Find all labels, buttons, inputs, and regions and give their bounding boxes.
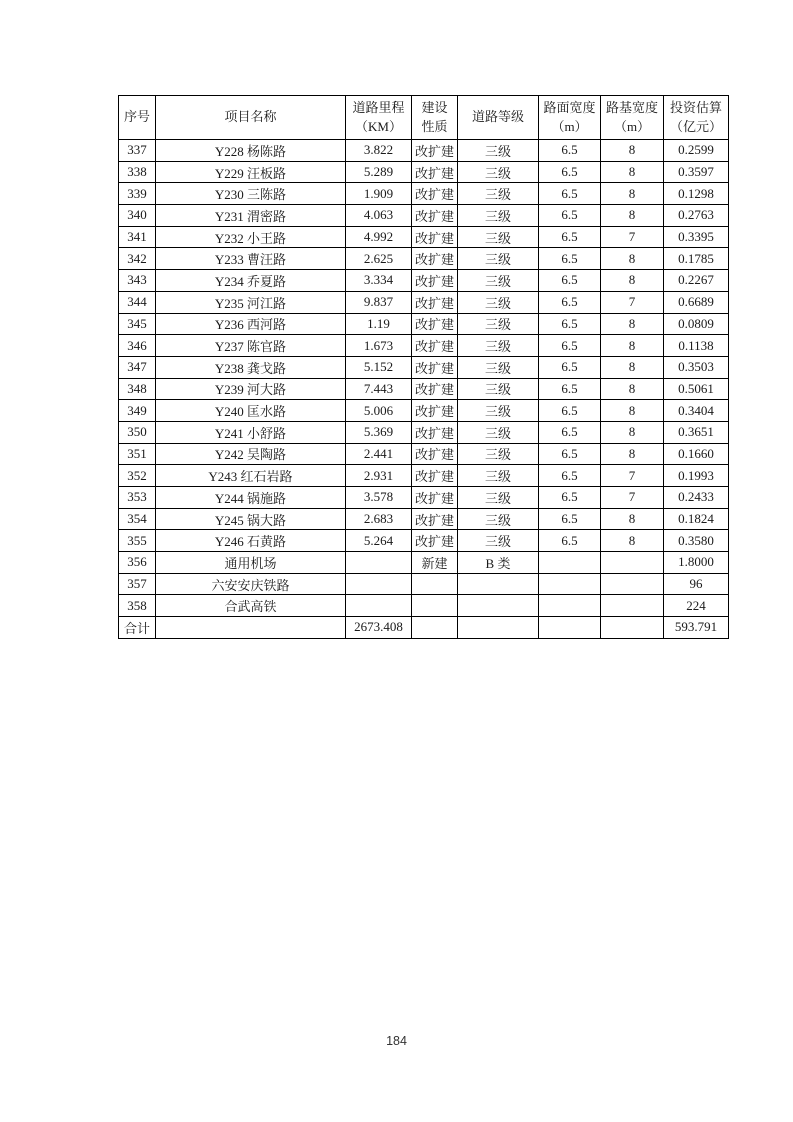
table-cell: 8: [601, 313, 664, 335]
table-cell: 224: [664, 595, 729, 617]
table-cell: 0.1824: [664, 508, 729, 530]
table-cell: 357: [119, 573, 156, 595]
table-cell: 355: [119, 530, 156, 552]
table-cell: 改扩建: [412, 291, 458, 313]
table-cell: 7: [601, 487, 664, 509]
table-row: [119, 291, 729, 313]
table-body: [119, 140, 729, 639]
table-cell: 0.1785: [664, 248, 729, 270]
table-cell: Y242 吴陶路: [156, 443, 346, 465]
table-cell: [458, 573, 539, 595]
table-cell: Y237 陈官路: [156, 335, 346, 357]
table-cell: 6.5: [539, 443, 601, 465]
table-cell: 三级: [458, 291, 539, 313]
table-cell: 342: [119, 248, 156, 270]
table-row: [119, 617, 729, 639]
table-row: [119, 378, 729, 400]
table-cell: 0.0809: [664, 313, 729, 335]
table-cell: 6.5: [539, 378, 601, 400]
table-cell: 352: [119, 465, 156, 487]
table-cell: 348: [119, 378, 156, 400]
table-cell: [412, 573, 458, 595]
table-cell: 8: [601, 161, 664, 183]
table-cell: 三级: [458, 421, 539, 443]
table-cell: 改扩建: [412, 465, 458, 487]
table-row: [119, 205, 729, 227]
table-cell: Y240 匡水路: [156, 400, 346, 422]
table-cell: 350: [119, 421, 156, 443]
table-cell: 8: [601, 400, 664, 422]
table-cell: 8: [601, 443, 664, 465]
table-row: [119, 421, 729, 443]
table-cell: 3.578: [346, 487, 412, 509]
header-cell-roadbed-width: 路基宽度 （m）: [601, 96, 664, 140]
table-row: [119, 443, 729, 465]
table-cell: 6.5: [539, 270, 601, 292]
table-cell: [539, 573, 601, 595]
table-cell: Y235 河江路: [156, 291, 346, 313]
table-cell: 三级: [458, 226, 539, 248]
table-cell: [539, 595, 601, 617]
table-row: [119, 161, 729, 183]
table-cell: 344: [119, 291, 156, 313]
table-cell: 0.3404: [664, 400, 729, 422]
table-cell: Y245 锅大路: [156, 508, 346, 530]
table-cell: 353: [119, 487, 156, 509]
table-cell: Y244 锅施路: [156, 487, 346, 509]
table-cell: 0.2763: [664, 205, 729, 227]
table-cell: 343: [119, 270, 156, 292]
table-cell: 三级: [458, 378, 539, 400]
table-row: [119, 552, 729, 574]
table-row: [119, 183, 729, 205]
table-cell: 5.264: [346, 530, 412, 552]
table-cell: 338: [119, 161, 156, 183]
table-cell: 0.3597: [664, 161, 729, 183]
table-cell: 337: [119, 140, 156, 162]
table-cell: 351: [119, 443, 156, 465]
table-cell: 三级: [458, 443, 539, 465]
table-cell: B 类: [458, 552, 539, 574]
table-cell: 三级: [458, 270, 539, 292]
table-cell: 8: [601, 248, 664, 270]
table-cell: [156, 617, 346, 639]
table-cell: 3.334: [346, 270, 412, 292]
table-cell: 0.1993: [664, 465, 729, 487]
table-cell: 5.369: [346, 421, 412, 443]
table-row: [119, 226, 729, 248]
table-cell: 6.5: [539, 161, 601, 183]
table-cell: 三级: [458, 248, 539, 270]
table-cell: 8: [601, 140, 664, 162]
table-cell: 356: [119, 552, 156, 574]
table-cell: 6.5: [539, 487, 601, 509]
road-plan-table: [118, 95, 729, 639]
table-cell: 1.19: [346, 313, 412, 335]
table-cell: 8: [601, 421, 664, 443]
table-cell: 347: [119, 356, 156, 378]
table-cell: [539, 552, 601, 574]
table-cell: 改扩建: [412, 378, 458, 400]
table-cell: 通用机场: [156, 552, 346, 574]
table-cell: 0.1298: [664, 183, 729, 205]
table-cell: 0.2433: [664, 487, 729, 509]
table-cell: 合计: [119, 617, 156, 639]
table-cell: Y229 汪板路: [156, 161, 346, 183]
table-cell: 358: [119, 595, 156, 617]
table-cell: 改扩建: [412, 313, 458, 335]
table-row: [119, 248, 729, 270]
table-cell: 0.3503: [664, 356, 729, 378]
table-cell: 改扩建: [412, 205, 458, 227]
table-cell: Y241 小舒路: [156, 421, 346, 443]
table-cell: Y233 曹汪路: [156, 248, 346, 270]
table-cell: 新建: [412, 552, 458, 574]
table-cell: 2.441: [346, 443, 412, 465]
table-cell: 349: [119, 400, 156, 422]
table-cell: 6.5: [539, 530, 601, 552]
table-cell: 8: [601, 508, 664, 530]
table-cell: 合武高铁: [156, 595, 346, 617]
table-cell: 0.6689: [664, 291, 729, 313]
table-cell: 改扩建: [412, 140, 458, 162]
table-cell: 2.625: [346, 248, 412, 270]
table-cell: 0.5061: [664, 378, 729, 400]
table-cell: 三级: [458, 356, 539, 378]
table-cell: 8: [601, 335, 664, 357]
table-cell: 346: [119, 335, 156, 357]
table-row: [119, 313, 729, 335]
table-row: [119, 595, 729, 617]
table-row: [119, 140, 729, 162]
table-cell: Y231 渭密路: [156, 205, 346, 227]
header-cell-project-name: 项目名称: [156, 96, 346, 140]
table-row: [119, 270, 729, 292]
table-cell: 三级: [458, 530, 539, 552]
table-cell: 5.006: [346, 400, 412, 422]
table-cell: 6.5: [539, 140, 601, 162]
header-cell-build-nature: 建设 性质: [412, 96, 458, 140]
table-cell: 341: [119, 226, 156, 248]
table-cell: 2.683: [346, 508, 412, 530]
table-cell: 1.673: [346, 335, 412, 357]
table-cell: 0.1138: [664, 335, 729, 357]
table-cell: Y228 杨陈路: [156, 140, 346, 162]
table-cell: 345: [119, 313, 156, 335]
table-cell: 6.5: [539, 356, 601, 378]
page-number: 184: [386, 1034, 407, 1048]
table-cell: 4.992: [346, 226, 412, 248]
table-cell: 7: [601, 291, 664, 313]
table-cell: 改扩建: [412, 487, 458, 509]
table-cell: 5.152: [346, 356, 412, 378]
table-cell: 9.837: [346, 291, 412, 313]
table-cell: 6.5: [539, 400, 601, 422]
table-cell: 改扩建: [412, 335, 458, 357]
table-cell: 7: [601, 465, 664, 487]
table-row: [119, 508, 729, 530]
table-cell: 6.5: [539, 205, 601, 227]
table-cell: [539, 617, 601, 639]
table-cell: [601, 617, 664, 639]
table-cell: Y246 石黄路: [156, 530, 346, 552]
table-cell: Y238 龚戈路: [156, 356, 346, 378]
header-cell-investment: 投资估算 （亿元）: [664, 96, 729, 140]
table-cell: 改扩建: [412, 183, 458, 205]
header-cell-pavement-width: 路面宽度 （m）: [539, 96, 601, 140]
table-cell: Y236 西河路: [156, 313, 346, 335]
table-cell: 1.8000: [664, 552, 729, 574]
table-cell: [412, 617, 458, 639]
table-cell: 6.5: [539, 183, 601, 205]
table-cell: 5.289: [346, 161, 412, 183]
table-cell: 0.3395: [664, 226, 729, 248]
table-cell: 改扩建: [412, 530, 458, 552]
table-cell: 三级: [458, 205, 539, 227]
table-cell: 改扩建: [412, 161, 458, 183]
table-cell: 1.909: [346, 183, 412, 205]
table-row: [119, 487, 729, 509]
table-cell: Y234 乔夏路: [156, 270, 346, 292]
table-cell: 0.3580: [664, 530, 729, 552]
table-cell: 3.822: [346, 140, 412, 162]
table-cell: 8: [601, 270, 664, 292]
table-cell: 三级: [458, 508, 539, 530]
table-cell: 改扩建: [412, 248, 458, 270]
table-cell: [601, 573, 664, 595]
table-cell: 三级: [458, 400, 539, 422]
table-cell: 改扩建: [412, 400, 458, 422]
table-cell: 8: [601, 205, 664, 227]
table-cell: Y232 小王路: [156, 226, 346, 248]
table-cell: 6.5: [539, 313, 601, 335]
table-cell: [412, 595, 458, 617]
table-cell: 6.5: [539, 421, 601, 443]
table-cell: 六安安庆铁路: [156, 573, 346, 595]
table-header: [119, 96, 729, 140]
table-cell: 354: [119, 508, 156, 530]
table-cell: [346, 552, 412, 574]
table-cell: 6.5: [539, 248, 601, 270]
table-cell: 三级: [458, 487, 539, 509]
table-row: [119, 573, 729, 595]
table-cell: 2.931: [346, 465, 412, 487]
table-cell: 2673.408: [346, 617, 412, 639]
table-cell: 三级: [458, 465, 539, 487]
table-cell: 三级: [458, 335, 539, 357]
header-cell-index: 序号: [119, 96, 156, 140]
table-cell: 0.2599: [664, 140, 729, 162]
table-cell: 6.5: [539, 226, 601, 248]
table-cell: Y239 河大路: [156, 378, 346, 400]
table-cell: 8: [601, 356, 664, 378]
table-cell: 0.2267: [664, 270, 729, 292]
table-cell: 96: [664, 573, 729, 595]
table-cell: 6.5: [539, 465, 601, 487]
table-cell: 339: [119, 183, 156, 205]
table-cell: [346, 573, 412, 595]
table-cell: 三级: [458, 161, 539, 183]
table-cell: 改扩建: [412, 443, 458, 465]
table-cell: 340: [119, 205, 156, 227]
table-cell: 8: [601, 530, 664, 552]
header-row: [119, 96, 729, 140]
table-cell: 改扩建: [412, 226, 458, 248]
table-cell: 6.5: [539, 335, 601, 357]
table-row: [119, 400, 729, 422]
table-cell: [346, 595, 412, 617]
table-cell: 改扩建: [412, 421, 458, 443]
table-cell: 三级: [458, 313, 539, 335]
table-cell: [601, 552, 664, 574]
table-cell: 8: [601, 378, 664, 400]
table-row: [119, 335, 729, 357]
table-row: [119, 356, 729, 378]
table-row: [119, 465, 729, 487]
table-cell: 改扩建: [412, 270, 458, 292]
table-cell: Y230 三陈路: [156, 183, 346, 205]
table-cell: 593.791: [664, 617, 729, 639]
table-cell: 三级: [458, 140, 539, 162]
table-cell: 7: [601, 226, 664, 248]
table-cell: 三级: [458, 183, 539, 205]
header-cell-road-mileage: 道路里程 （KM）: [346, 96, 412, 140]
table-cell: 0.1660: [664, 443, 729, 465]
table-cell: 6.5: [539, 508, 601, 530]
table-cell: 改扩建: [412, 356, 458, 378]
table-cell: Y243 红石岩路: [156, 465, 346, 487]
table-cell: [601, 595, 664, 617]
table-cell: 改扩建: [412, 508, 458, 530]
table-cell: [458, 617, 539, 639]
table-cell: 7.443: [346, 378, 412, 400]
table-cell: 6.5: [539, 291, 601, 313]
table-cell: [458, 595, 539, 617]
table-row: [119, 530, 729, 552]
table-cell: 8: [601, 183, 664, 205]
table-cell: 0.3651: [664, 421, 729, 443]
header-cell-road-grade: 道路等级: [458, 96, 539, 140]
table-cell: 4.063: [346, 205, 412, 227]
